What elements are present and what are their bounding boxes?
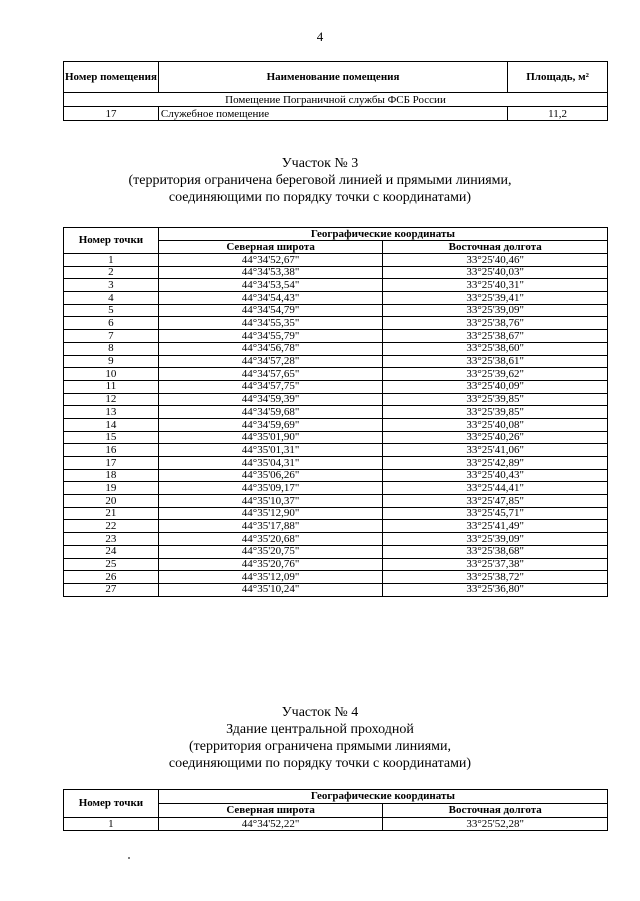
point-number-cell: 25 [64, 558, 159, 571]
point-number-cell: 16 [64, 444, 159, 457]
table-row [64, 457, 608, 470]
longitude-cell: 33°25'40,08" [383, 418, 608, 431]
section4-heading [0, 704, 640, 772]
point-number-cell: 6 [64, 317, 159, 330]
north-latitude-header: Северная широта [158, 804, 383, 818]
point-number-cell: 26 [64, 571, 159, 584]
section4-coordinates-table [63, 789, 608, 831]
longitude-cell: 33°25'39,85" [383, 393, 608, 406]
point-number-cell: 27 [64, 583, 159, 596]
longitude-cell: 33°25'38,61" [383, 355, 608, 368]
table-row [64, 279, 608, 292]
premises-section-label: Помещение Пограничной службы ФСБ России [64, 93, 608, 107]
point-number-cell: 14 [64, 418, 159, 431]
section3-description-line2: соединяющими по порядку точки с координатами) [168, 190, 472, 205]
table-row [64, 380, 608, 393]
section3-heading [0, 155, 640, 206]
table-row [64, 571, 608, 584]
premises-number-header: Номер помещения [64, 62, 159, 93]
latitude-cell: 44°35'17,88" [158, 520, 383, 533]
section4-title: Участок № 4 [281, 705, 359, 720]
longitude-cell: 33°25'39,41" [383, 292, 608, 305]
table-row [64, 393, 608, 406]
longitude-cell: 33°25'40,43" [383, 469, 608, 482]
latitude-cell: 44°34'53,38" [158, 266, 383, 279]
latitude-cell: 44°35'12,90" [158, 507, 383, 520]
point-number-cell: 1 [64, 254, 159, 267]
latitude-cell: 44°34'54,43" [158, 292, 383, 305]
table-row [64, 469, 608, 482]
east-longitude-header: Восточная долгота [383, 804, 608, 818]
point-number-cell: 18 [64, 469, 159, 482]
latitude-cell: 44°35'20,68" [158, 533, 383, 546]
latitude-cell: 44°34'52,22" [158, 818, 383, 831]
longitude-cell: 33°25'47,85" [383, 495, 608, 508]
longitude-cell: 33°25'40,09" [383, 380, 608, 393]
point-number-cell: 23 [64, 533, 159, 546]
premises-area-cell: 11,2 [508, 107, 608, 121]
point-number-cell: 8 [64, 342, 159, 355]
longitude-cell: 33°25'40,31" [383, 279, 608, 292]
longitude-cell: 33°25'36,80" [383, 583, 608, 596]
premises-name-cell: Служебное помещение [158, 107, 507, 121]
latitude-cell: 44°35'10,24" [158, 583, 383, 596]
longitude-cell: 33°25'37,38" [383, 558, 608, 571]
premises-name-header: Наименование помещения [158, 62, 507, 93]
table-row [64, 266, 608, 279]
point-number-cell: 4 [64, 292, 159, 305]
section4-subtitle: Здание центральной проходной [226, 722, 414, 737]
table-row [64, 254, 608, 267]
latitude-cell: 44°34'55,35" [158, 317, 383, 330]
latitude-cell: 44°34'55,79" [158, 330, 383, 343]
premises-table [63, 61, 608, 121]
table-row [64, 304, 608, 317]
latitude-cell: 44°35'20,76" [158, 558, 383, 571]
table-row [64, 444, 608, 457]
latitude-cell: 44°35'06,26" [158, 469, 383, 482]
point-number-header: Номер точки [64, 790, 159, 818]
point-number-cell: 11 [64, 380, 159, 393]
point-number-cell: 3 [64, 279, 159, 292]
latitude-cell: 44°34'59,68" [158, 406, 383, 419]
north-latitude-header: Северная широта [158, 241, 383, 254]
longitude-cell: 33°25'41,49" [383, 520, 608, 533]
geo-coordinates-header: Географические координаты [158, 228, 607, 241]
longitude-cell: 33°25'38,60" [383, 342, 608, 355]
latitude-cell: 44°34'53,54" [158, 279, 383, 292]
longitude-cell: 33°25'38,72" [383, 571, 608, 584]
latitude-cell: 44°34'56,78" [158, 342, 383, 355]
table-row [64, 330, 608, 343]
table-row [64, 545, 608, 558]
point-number-cell: 12 [64, 393, 159, 406]
longitude-cell: 33°25'44,41" [383, 482, 608, 495]
section4-description-line1: (территория ограничена прямыми линиями, [188, 739, 452, 754]
longitude-cell: 33°25'39,85" [383, 406, 608, 419]
point-number-cell: 10 [64, 368, 159, 381]
longitude-cell: 33°25'38,67" [383, 330, 608, 343]
latitude-cell: 44°34'59,69" [158, 418, 383, 431]
premises-number-cell: 17 [64, 107, 159, 121]
point-number-cell: 15 [64, 431, 159, 444]
table-row [64, 533, 608, 546]
latitude-cell: 44°35'09,17" [158, 482, 383, 495]
table-row [64, 495, 608, 508]
section4-description-line2: соединяющими по порядку точки с координатами) [168, 756, 472, 771]
point-number-cell: 19 [64, 482, 159, 495]
scan-speck [128, 857, 130, 859]
latitude-cell: 44°35'01,31" [158, 444, 383, 457]
point-number-cell: 7 [64, 330, 159, 343]
section3-title: Участок № 3 [281, 156, 359, 171]
table-row [64, 520, 608, 533]
point-number-cell: 13 [64, 406, 159, 419]
point-number-cell: 5 [64, 304, 159, 317]
page-number: 4 [316, 29, 324, 44]
longitude-cell: 33°25'39,09" [383, 304, 608, 317]
latitude-cell: 44°35'04,31" [158, 457, 383, 470]
longitude-cell: 33°25'40,26" [383, 431, 608, 444]
longitude-cell: 33°25'52,28" [383, 818, 608, 831]
point-number-cell: 22 [64, 520, 159, 533]
table-row [64, 406, 608, 419]
table-row [64, 342, 608, 355]
section3-coordinates-body [64, 254, 608, 597]
premises-header-row [64, 62, 608, 93]
latitude-cell: 44°35'12,09" [158, 571, 383, 584]
east-longitude-header: Восточная долгота [383, 241, 608, 254]
point-number-cell: 24 [64, 545, 159, 558]
latitude-cell: 44°34'59,39" [158, 393, 383, 406]
geo-coordinates-header: Географические координаты [158, 790, 607, 804]
latitude-cell: 44°34'57,28" [158, 355, 383, 368]
longitude-cell: 33°25'42,89" [383, 457, 608, 470]
point-number-cell: 1 [64, 818, 159, 831]
table-row [64, 368, 608, 381]
latitude-cell: 44°34'57,65" [158, 368, 383, 381]
table-row [64, 317, 608, 330]
table-row [64, 507, 608, 520]
latitude-cell: 44°35'10,37" [158, 495, 383, 508]
longitude-cell: 33°25'40,03" [383, 266, 608, 279]
point-number-header: Номер точки [64, 228, 159, 254]
section4-coordinates-body [64, 818, 608, 831]
longitude-cell: 33°25'39,62" [383, 368, 608, 381]
point-number-cell: 20 [64, 495, 159, 508]
table-row [64, 818, 608, 831]
section3-coordinates-table [63, 227, 608, 597]
table-row [64, 482, 608, 495]
premises-section-row [64, 93, 608, 107]
section3-description-line1: (территория ограничена береговой линией и прямыми линиями, [128, 173, 512, 188]
latitude-cell: 44°35'20,75" [158, 545, 383, 558]
table-row [64, 418, 608, 431]
table-row [64, 107, 608, 121]
table-row [64, 355, 608, 368]
point-number-cell: 21 [64, 507, 159, 520]
table-row [64, 558, 608, 571]
longitude-cell: 33°25'38,68" [383, 545, 608, 558]
table-row [64, 431, 608, 444]
latitude-cell: 44°34'52,67" [158, 254, 383, 267]
longitude-cell: 33°25'40,46" [383, 254, 608, 267]
table-row [64, 292, 608, 305]
latitude-cell: 44°35'01,90" [158, 431, 383, 444]
point-number-cell: 17 [64, 457, 159, 470]
longitude-cell: 33°25'41,06" [383, 444, 608, 457]
point-number-cell: 2 [64, 266, 159, 279]
longitude-cell: 33°25'39,09" [383, 533, 608, 546]
latitude-cell: 44°34'54,79" [158, 304, 383, 317]
premises-area-header: Площадь, м² [508, 62, 608, 93]
point-number-cell: 9 [64, 355, 159, 368]
longitude-cell: 33°25'45,71" [383, 507, 608, 520]
longitude-cell: 33°25'38,76" [383, 317, 608, 330]
table-row [64, 583, 608, 596]
latitude-cell: 44°34'57,75" [158, 380, 383, 393]
